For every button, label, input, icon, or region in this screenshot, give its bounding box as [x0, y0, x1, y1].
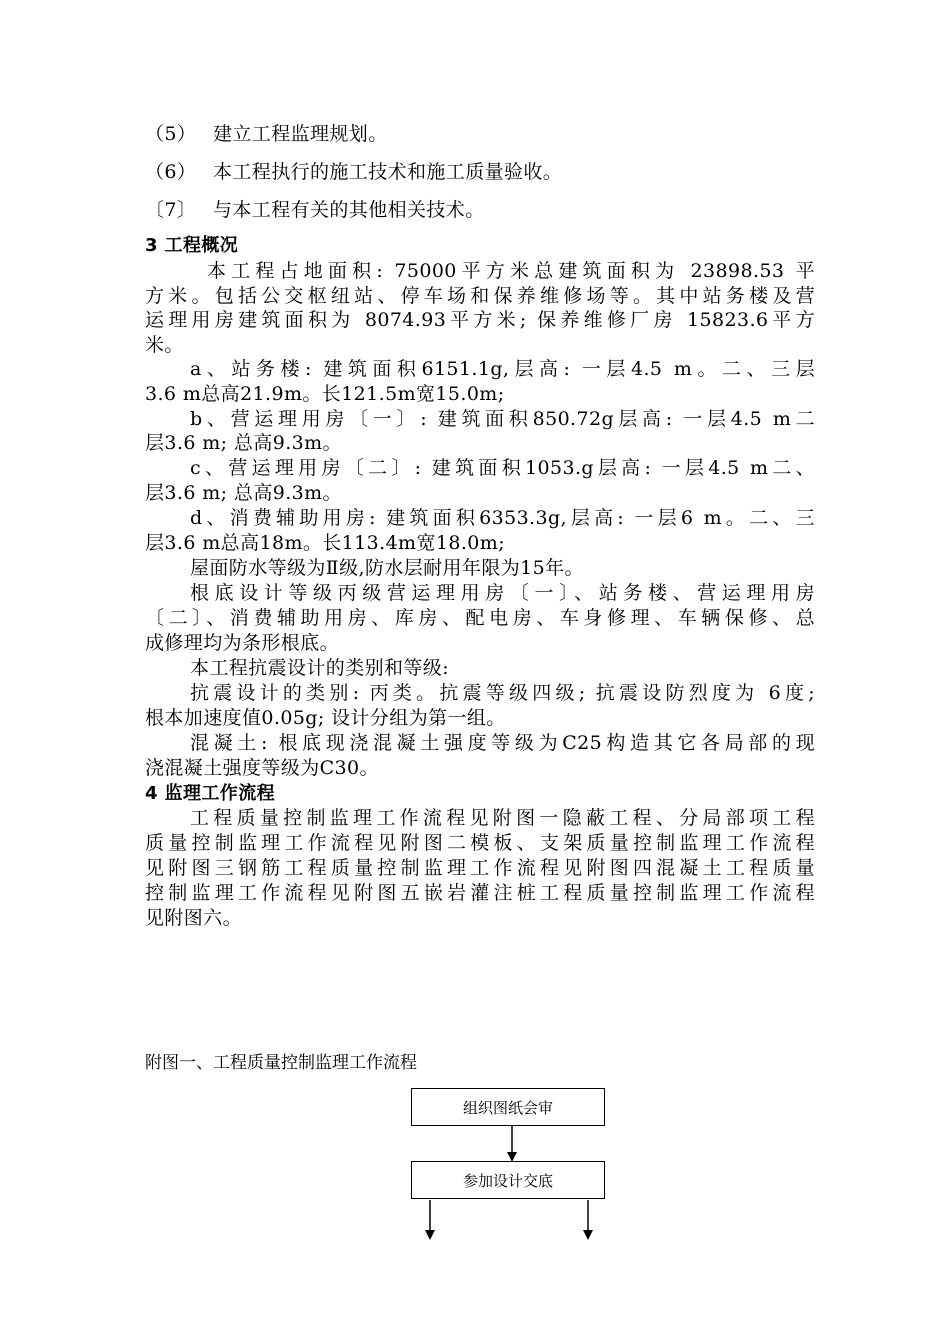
flow-box-drawing-review	[411, 1088, 605, 1126]
paragraph-line: 方米。包括公交枢纽站、停车场和保养维修场等。其中站务楼及营	[145, 285, 815, 307]
paragraph-line: 质量控制监理工作流程见附图二模板、支架质量控制监理工作流程	[145, 832, 815, 854]
paragraph-line: d、消费辅助用房: 建筑面积6353.3g,层高: 一层6 m。二、三	[190, 507, 815, 529]
section-heading: 4 监理工作流程	[145, 783, 275, 804]
list-marker: 〔7〕	[145, 199, 197, 221]
list-marker: （6）	[145, 161, 197, 183]
figure-caption: 附图一、工程质量控制监理工作流程	[145, 1053, 417, 1073]
paragraph-line: 浇混凝土强度等级为C30。	[145, 757, 379, 779]
paragraph-line: 混凝土: 根底现浇混凝土强度等级为C25构造其它各局部的现	[190, 732, 815, 754]
paragraph-line: 3.6 m总高21.9m。长121.5m宽15.0m;	[145, 383, 505, 405]
paragraph-line: 控制监理工作流程见附图五嵌岩灌注桩工程质量控制监理工作流程	[145, 882, 815, 904]
paragraph-line: 见附图六。	[145, 907, 243, 929]
paragraph-line: 层3.6 m; 总高9.3m。	[145, 482, 342, 504]
list-text: 建立工程监理规划。	[213, 123, 388, 145]
paragraph-line: c、营运理用房〔二〕: 建筑面积1053.g层高: 一层4.5 m二、	[190, 457, 815, 479]
paragraph-line: 层3.6 m; 总高9.3m。	[145, 432, 342, 454]
paragraph-line: a、站务楼: 建筑面积6151.1g,层高: 一层4.5 m。二、三层	[190, 358, 815, 380]
paragraph-line: 见附图三钢筋工程质量控制监理工作流程见附图四混凝土工程质量	[145, 857, 815, 879]
flow-box-design-briefing	[411, 1161, 605, 1199]
paragraph-line: 成修理均为条形根底。	[145, 632, 340, 654]
list-text: 本工程执行的施工技术和施工质量验收。	[213, 161, 563, 183]
paragraph-line: 工程质量控制监理工作流程见附图一隐蔽工程、分局部项工程	[190, 807, 815, 829]
paragraph-line: 〔二〕、消费辅助用房、库房、配电房、车身修理、车辆保修、总	[145, 607, 815, 629]
paragraph-line: 本工程占地面积: 75000平方米总建筑面积为 23898.53 平	[207, 260, 815, 282]
paragraph-line: 根本加速度值0.05g; 设计分组为第一组。	[145, 707, 506, 729]
flow-arrow-head	[425, 1230, 435, 1240]
paragraph-line: 根底设计等级丙级营运理用房〔一〕、站务楼、营运理用房	[190, 582, 815, 604]
paragraph-line: 本工程抗震设计的类别和等级:	[190, 657, 450, 679]
paragraph-line: 米。	[145, 334, 184, 356]
paragraph-line: 抗震设计的类别: 丙类。抗震等级四级; 抗震设防烈度为 6度;	[190, 682, 815, 704]
section-heading: 3 工程概况	[145, 235, 239, 256]
flow-box-label: 组织图纸会审	[462, 1099, 553, 1117]
flow-arrow-head	[583, 1230, 593, 1240]
list-text: 与本工程有关的其他相关技术。	[213, 199, 485, 221]
paragraph-line: b、营运理用房〔一〕: 建筑面积850.72g层高: 一层4.5 m二	[190, 408, 815, 430]
paragraph-line: 屋面防水等级为Ⅱ级,防水层耐用年限为15年。	[190, 557, 584, 579]
list-marker: （5）	[145, 123, 197, 145]
paragraph-line: 层3.6 m总高18m。长113.4m宽18.0m;	[145, 532, 505, 554]
flow-box-label: 参加设计交底	[462, 1172, 553, 1190]
paragraph-line: 运理用房建筑面积为 8074.93平方米; 保养维修厂房 15823.6平方	[145, 309, 815, 331]
